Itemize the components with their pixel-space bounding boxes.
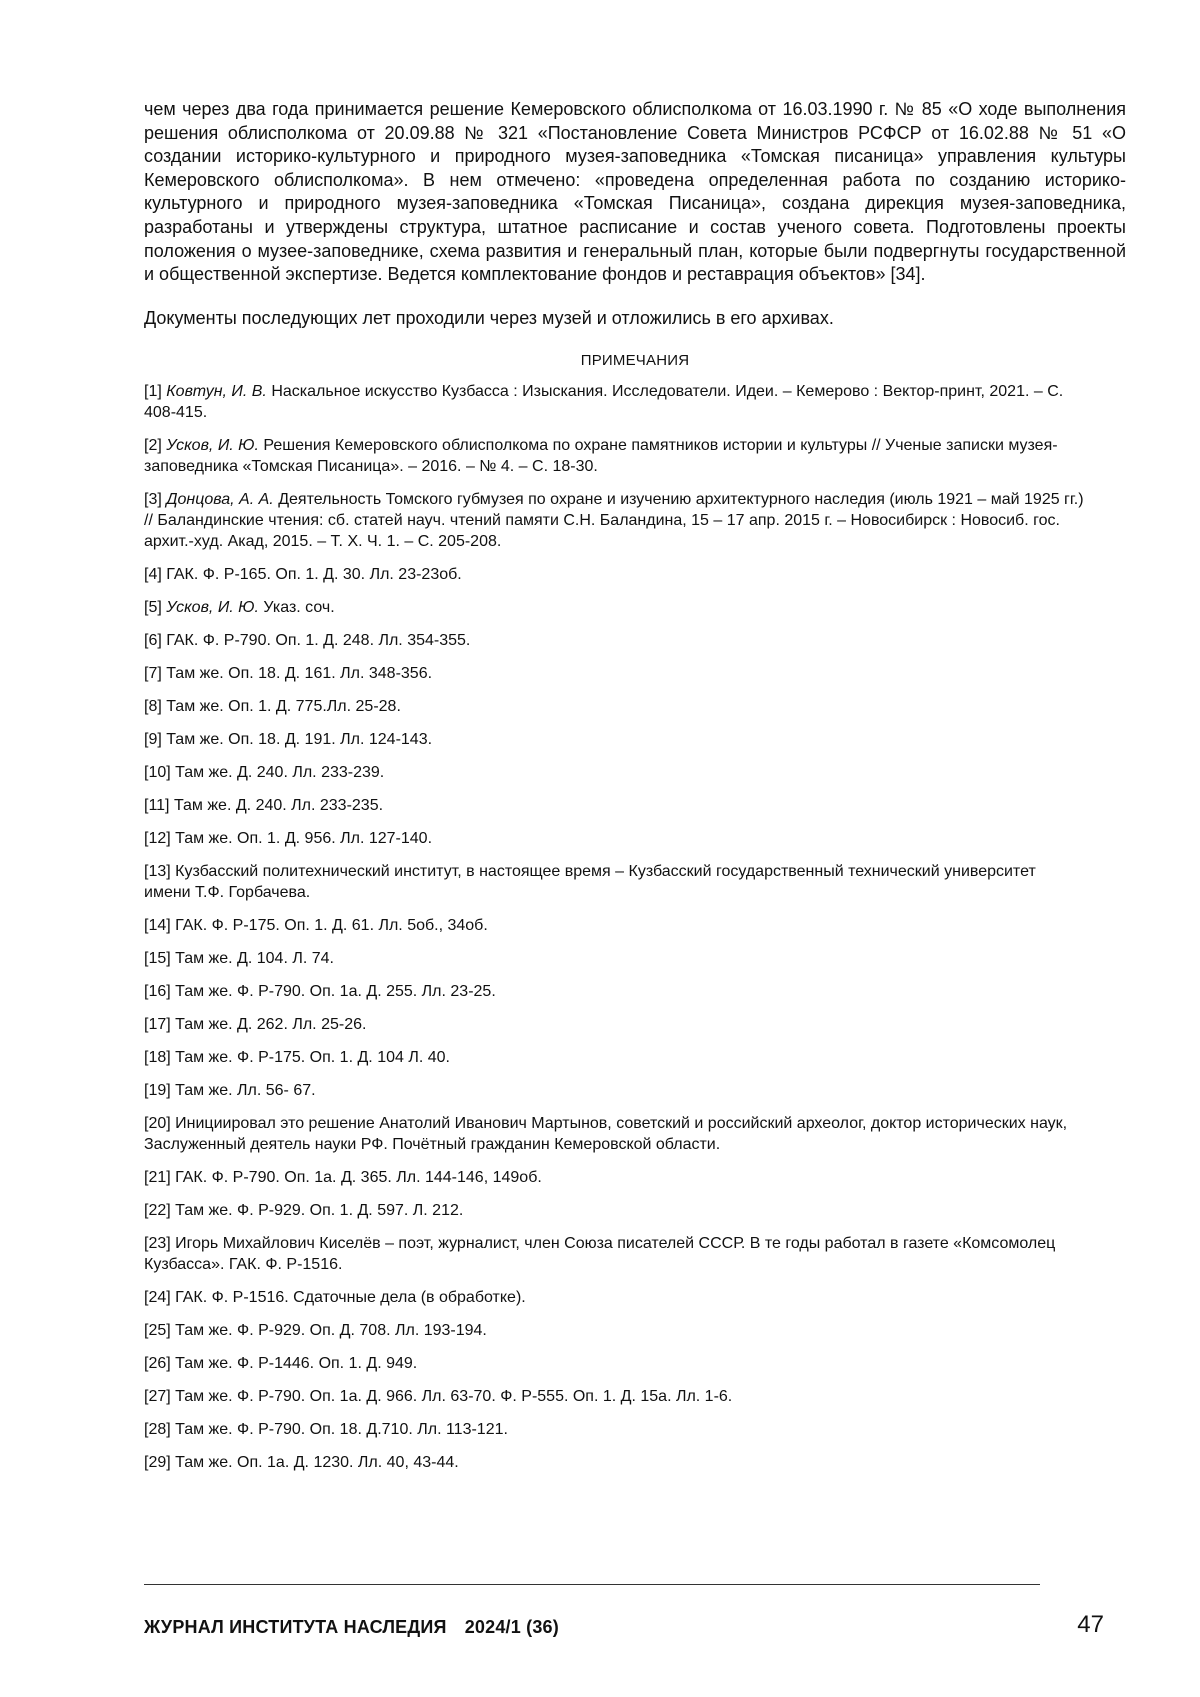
note-item <box>144 435 1126 477</box>
note-number: [16] <box>144 983 171 1000</box>
note-number: [29] <box>144 1454 171 1471</box>
note-item <box>144 1080 1126 1101</box>
note-item <box>144 828 1126 849</box>
note-item <box>144 381 1126 423</box>
note-number: [13] <box>144 863 171 880</box>
footer-journal-title <box>144 1617 559 1638</box>
note-item <box>144 663 1126 684</box>
note-text: Указ. соч. <box>263 599 334 616</box>
note-author: Донцова, А. А. <box>166 491 273 508</box>
body-paragraph-1: чем через два года принимается решение Кемеровского облисполкома от 16.03.1990 г. № 85 «О ходе выполнения решения облисполкома от 20.09.88 № 321 «Постановление Совета Министров РСФСР от 16.02.88 № 51 «О создании историко-культурного и природного музея-заповедника «Томская писаница» управления культуры Кемеровского облисполкома». В нем отмечено: «проведена определенная работа по созданию историко-культурного и природного музея-заповедника «Томская Писаница», создана дирекция музея-заповедника, разработаны и утверждены структура, штатное расписание и состав ученого совета. Подготовлены проекты положения о музее-заповеднике, схема развития и генеральный план, которые были подвергнуты государственной и общественной экспертизе. Ведется комплектование фондов и реставрация объектов» [34]. <box>144 98 1126 287</box>
note-number: [7] <box>144 665 162 682</box>
note-text: Там же. Ф. Р-929. Оп. 1. Д. 597. Л. 212. <box>175 1202 463 1219</box>
note-text: Там же. Оп. 1. Д. 956. Лл. 127-140. <box>175 830 432 847</box>
note-text: Там же. Ф. Р-790. Оп. 1а. Д. 255. Лл. 23-25. <box>175 983 496 1000</box>
note-number: [19] <box>144 1082 171 1099</box>
journal-issue: 2024/1 (36) <box>465 1617 559 1637</box>
note-item <box>144 597 1126 618</box>
notes-list <box>144 381 1126 1473</box>
note-text: Там же. Д. 240. Лл. 233-235. <box>174 797 383 814</box>
note-text: Там же. Ф. Р-790. Оп. 1а. Д. 966. Лл. 63-70. Ф. Р-555. Оп. 1. Д. 15а. Лл. 1-6. <box>175 1388 732 1405</box>
note-number: [10] <box>144 764 171 781</box>
note-number: [2] <box>144 437 162 454</box>
note-item <box>144 981 1126 1002</box>
note-text: Там же. Лл. 56- 67. <box>175 1082 315 1099</box>
note-number: [26] <box>144 1355 171 1372</box>
note-item <box>144 762 1126 783</box>
note-item <box>144 1167 1126 1188</box>
note-number: [4] <box>144 566 162 583</box>
note-item <box>144 1200 1126 1221</box>
note-text: Там же. Оп. 18. Д. 191. Лл. 124-143. <box>166 731 432 748</box>
note-author: Усков, И. Ю. <box>166 599 259 616</box>
note-item <box>144 1233 1126 1275</box>
journal-name: ЖУРНАЛ ИНСТИТУТА НАСЛЕДИЯ <box>144 1617 447 1637</box>
body-paragraph-2: Документы последующих лет проходили через музей и отложились в его архивах. <box>144 307 1126 331</box>
note-item <box>144 729 1126 750</box>
note-text: ГАК. Ф. Р-1516. Сдаточные дела (в обработке). <box>175 1289 526 1306</box>
note-author: Усков, И. Ю. <box>166 437 259 454</box>
note-author: Ковтун, И. В. <box>166 383 267 400</box>
note-number: [15] <box>144 950 171 967</box>
note-item <box>144 489 1126 552</box>
note-item <box>144 630 1126 651</box>
note-item <box>144 1386 1126 1407</box>
note-number: [18] <box>144 1049 171 1066</box>
notes-title: ПРИМЕЧАНИЯ <box>144 352 1126 369</box>
note-item <box>144 696 1126 717</box>
page-number: 47 <box>1077 1611 1104 1639</box>
note-item <box>144 1014 1126 1035</box>
note-text: Там же. Ф. Р-790. Оп. 18. Д.710. Лл. 113-121. <box>175 1421 508 1438</box>
note-item <box>144 1353 1126 1374</box>
note-item <box>144 915 1126 936</box>
note-text: Кузбасский политехнический институт, в настоящее время – Кузбасский государственный технический университет имени Т.Ф. Горбачева. <box>144 863 1036 901</box>
note-number: [25] <box>144 1322 171 1339</box>
note-number: [21] <box>144 1169 171 1186</box>
note-item <box>144 795 1126 816</box>
note-number: [22] <box>144 1202 171 1219</box>
note-text: Там же. Оп. 1а. Д. 1230. Лл. 40, 43-44. <box>175 1454 459 1471</box>
note-text: Там же. Ф. Р-175. Оп. 1. Д. 104 Л. 40. <box>175 1049 450 1066</box>
note-number: [23] <box>144 1235 171 1252</box>
note-text: Там же. Ф. Р-929. Оп. Д. 708. Лл. 193-194. <box>175 1322 487 1339</box>
note-number: [24] <box>144 1289 171 1306</box>
note-number: [3] <box>144 491 162 508</box>
note-text: Решения Кемеровского облисполкома по охране памятников истории и культуры // Ученые записки музея-заповедника «Томская Писаница». – 2016. – № 4. – С. 18-30. <box>144 437 1058 475</box>
note-number: [17] <box>144 1016 171 1033</box>
note-text: Там же. Д. 240. Лл. 233-239. <box>175 764 384 781</box>
note-text: ГАК. Ф. Р-790. Оп. 1а. Д. 365. Лл. 144-146, 149об. <box>175 1169 542 1186</box>
note-item <box>144 948 1126 969</box>
note-text: Там же. Д. 104. Л. 74. <box>175 950 334 967</box>
note-text: ГАК. Ф. Р-175. Оп. 1. Д. 61. Лл. 5об., 34об. <box>175 917 488 934</box>
note-item <box>144 564 1126 585</box>
note-number: [27] <box>144 1388 171 1405</box>
note-text: Там же. Ф. Р-1446. Оп. 1. Д. 949. <box>175 1355 417 1372</box>
note-text: Деятельность Томского губмузея по охране и изучению архитектурного наследия (июль 1921 – май 1925 гг.) // Баландинские чтения: сб. статей науч. чтений памяти С.Н. Баландина, 15 – 17 апр. 2015 г. – Новосибирск : Новосиб. гос. архит.-худ. Акад, 2015. – Т. X. Ч. 1. – С. 205-208. <box>144 491 1084 550</box>
note-text: Там же. Оп. 18. Д. 161. Лл. 348-356. <box>166 665 432 682</box>
note-text: Игорь Михайлович Киселёв – поэт, журналист, член Союза писателей СССР. В те годы работал в газете «Комсомолец Кузбасса». ГАК. Ф. Р-1516. <box>144 1235 1055 1273</box>
note-number: [28] <box>144 1421 171 1438</box>
note-item <box>144 1287 1126 1308</box>
note-number: [1] <box>144 383 162 400</box>
page-content <box>144 98 1126 1485</box>
note-number: [6] <box>144 632 162 649</box>
note-number: [12] <box>144 830 171 847</box>
note-number: [8] <box>144 698 162 715</box>
note-number: [11] <box>144 797 170 814</box>
note-item <box>144 1113 1126 1155</box>
note-item <box>144 1419 1126 1440</box>
note-number: [5] <box>144 599 162 616</box>
note-number: [9] <box>144 731 162 748</box>
note-item <box>144 1452 1126 1473</box>
note-text: Там же. Д. 262. Лл. 25-26. <box>175 1016 366 1033</box>
note-item <box>144 1320 1126 1341</box>
note-text: Там же. Оп. 1. Д. 775.Лл. 25-28. <box>166 698 401 715</box>
note-text: ГАК. Ф. Р-790. Оп. 1. Д. 248. Лл. 354-355. <box>166 632 470 649</box>
note-text: Наскальное искусство Кузбасса : Изыскания. Исследователи. Идеи. – Кемерово : Вектор-принт, 2021. – С. 408-415. <box>144 383 1063 421</box>
note-number: [14] <box>144 917 171 934</box>
note-item <box>144 861 1126 903</box>
note-text: ГАК. Ф. Р-165. Оп. 1. Д. 30. Лл. 23-23об. <box>166 566 461 583</box>
footer-divider <box>144 1584 1040 1585</box>
note-text: Инициировал это решение Анатолий Иванович Мартынов, советский и российский археолог, доктор исторических наук, Заслуженный деятель науки РФ. Почётный гражданин Кемеровской области. <box>144 1115 1067 1153</box>
note-item <box>144 1047 1126 1068</box>
note-number: [20] <box>144 1115 171 1132</box>
